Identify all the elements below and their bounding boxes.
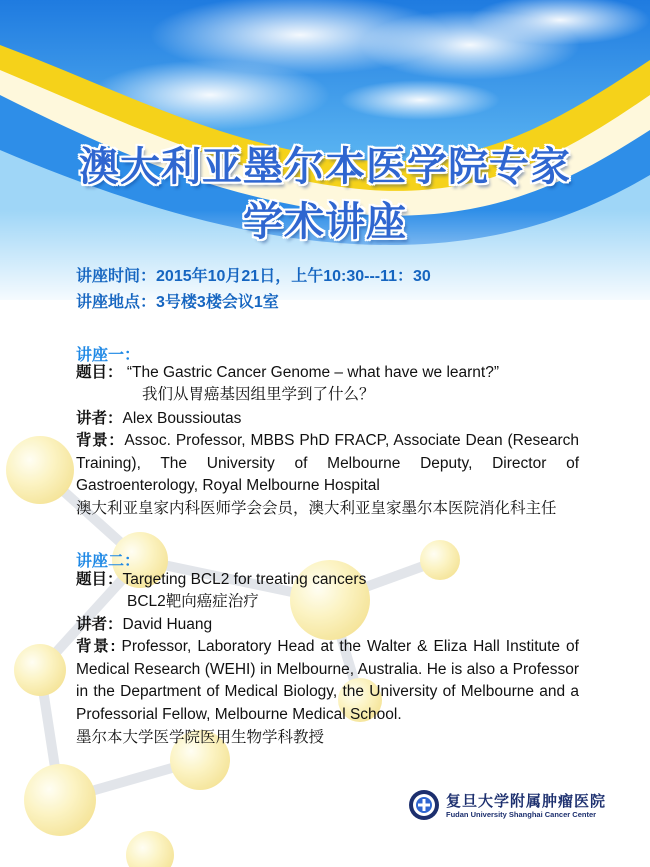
place-label: 讲座地点： [76, 294, 157, 311]
hospital-name-cn: 复旦大学附属肿瘤医院 [446, 792, 607, 810]
page-title-line1: 澳大利亚墨尔本医学院专家 [79, 144, 571, 190]
lecture1-background-cn: 澳大利亚皇家内科医师学会会员，澳大利亚皇家墨尔本医院消化科主任 [76, 500, 557, 517]
lecture2-background-text: Professor, Laboratory Head at the Walter & Eliza Hall Institute of Medical Research (WEHI) in Melbourne, Australia. He is also a Professor in the Department of Medical Biology, the University of Melbourne and a Professorial Fellow, Melbourne Medical School. [76, 638, 579, 723]
lecture2-heading: 讲座二： [76, 553, 141, 570]
topic-label: 题目： [76, 364, 123, 381]
speaker-label: 讲者： [76, 410, 123, 427]
lecture1-background [76, 430, 579, 498]
lecture2-topic [76, 569, 366, 591]
lecture2-speaker [76, 614, 212, 636]
lecture2-background-cn: 墨尔本大学医学院医用生物学科教授 [76, 729, 325, 746]
hospital-emblem-icon [408, 789, 440, 821]
background-label: 背景: [76, 638, 116, 655]
time-label: 讲座时间： [76, 268, 157, 285]
lecture1-topic-en: “The Gastric Cancer Genome – what have we learnt?” [126, 364, 499, 381]
lecture-place [76, 289, 279, 312]
lecture1-heading: 讲座一： [76, 347, 141, 364]
lecture2-topic-en: Targeting BCL2 for treating cancers [122, 571, 367, 588]
speaker-label: 讲者： [76, 616, 123, 633]
topic-label: 题目： [76, 571, 123, 588]
hospital-logo [408, 789, 607, 823]
lecture1-speaker-name: Alex Boussioutas [122, 410, 242, 427]
lecture1-background-text: Assoc. Professor, MBBS PhD FRACP, Associate Dean (Research Training), The University of Melbourne Deputy, Director of Gastroenterology, Royal Melbourne Hospital [76, 432, 579, 494]
time-value: 2015年10月21日，上午10:30---11：30 [156, 268, 431, 285]
lecture2-background [76, 636, 579, 726]
hospital-name-en: Fudan University Shanghai Cancer Center [446, 810, 597, 819]
page-title-line2: 学术讲座 [243, 199, 407, 245]
lecture2-topic-cn: BCL2靶向癌症治疗 [127, 593, 259, 610]
lecture1-speaker [76, 408, 241, 430]
lecture2-speaker-name: David Huang [122, 616, 213, 633]
lecture-time [76, 263, 431, 286]
place-value: 3号楼3楼会议1室 [156, 294, 279, 311]
lecture1-topic-cn: 我们从胃癌基因组里学到了什么？ [142, 386, 375, 403]
background-label: 背景： [76, 432, 125, 449]
lecture1-topic [76, 362, 499, 384]
